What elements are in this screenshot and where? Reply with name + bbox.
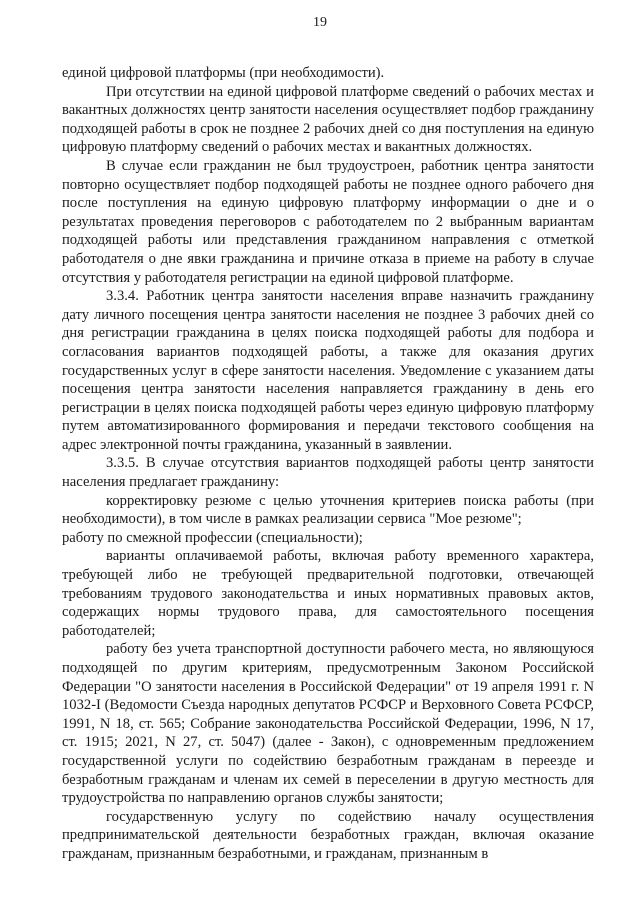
list-item: корректировку резюме с целью уточнения критериев поиска работы (при необходимости), в том числе в рамках реализации сервиса "Мое резюме";: [62, 492, 594, 528]
paragraph: единой цифровой платформы (при необходимости).: [62, 65, 385, 81]
paragraph: 3.3.4. Работник центра занятости населения вправе назначить гражданину дату личного посещения центра занятости населения не позднее 3 рабочих дней со дня регистрации гражданина в целях поиска подходящей работы для подбора и согласования вариантов подходящей работы, а также для оказания других государственных услуг в сфере занятости населения. Уведомление с указанием даты посещения центра занятости населения направляется гражданину в день его регистрации в целях поиска подходящей работы через единую цифровую платформу путем автоматизированного формирования и передачи текстового сообщения на адрес электронной почты гражданина, указанный в заявлении.: [62, 288, 594, 453]
paragraph: В случае если гражданин не был трудоустроен, работник центра занятости повторно осуществляет подбор подходящей работы не позднее одного рабочего дня после поступления на единую цифровую платформу информации о дне и о результатах проведения переговоров с работодателем по 2 выбранным вариантам подходящей работы или представления гражданином направления с отметкой работодателя о дне явки гражданина и причине отказа в приеме на работу в случае отсутствия у работодателя регистрации на единой цифровой платформе.: [62, 157, 594, 286]
page-number: 19: [313, 15, 327, 30]
list-item: работу без учета транспортной доступности рабочего места, но являющуюся подходящей по другим критериям, предусмотренным Законом Российской Федерации "О занятости населения в Российской Федерации" от 19 апреля 1991 г. N 1032-I (Ведомости Съезда народных депутатов РСФСР и Верховного Совета РСФСР, 1991, N 18, ст. 565; Собрание законодательства Российской Федерации, 1996, N 17, ст. 1915; 2021, N 27, ст. 5047) (далее - Закон), с одновременным предложением государственной услуги по содействию безработным гражданам в переезде и безработным гражданам и членам их семей в переселении в другую местность для трудоустройства по направлению органов службы занятости;: [62, 641, 594, 807]
paragraph: 3.3.5. В случае отсутствия вариантов подходящей работы центр занятости населения предлагает гражданину:: [62, 455, 594, 491]
list-item: варианты оплачиваемой работы, включая работу временного характера, требующей либо не требующей предварительной подготовки, отвечающей требованиям трудового законодательства и иных нормативных правовых актов, содержащих нормы трудового права, для самостоятельного посещения работодателей;: [62, 548, 594, 639]
paragraph: При отсутствии на единой цифровой платформе сведений о рабочих местах и вакантных должностях центр занятости населения осуществляет подбор гражданину подходящей работы в срок не позднее 2 рабочих дней со дня поступления на единую цифровую платформу сведений о рабочих местах и вакантных должностях.: [62, 83, 594, 156]
document-body: [62, 64, 594, 864]
list-item: государственную услугу по содействию началу осуществления предпринимательской деятельности безработных граждан, включая оказание гражданам, признанным безработными, и гражданам, признанным в: [62, 808, 594, 862]
list-item: работу по смежной профессии (специальности);: [62, 529, 363, 546]
